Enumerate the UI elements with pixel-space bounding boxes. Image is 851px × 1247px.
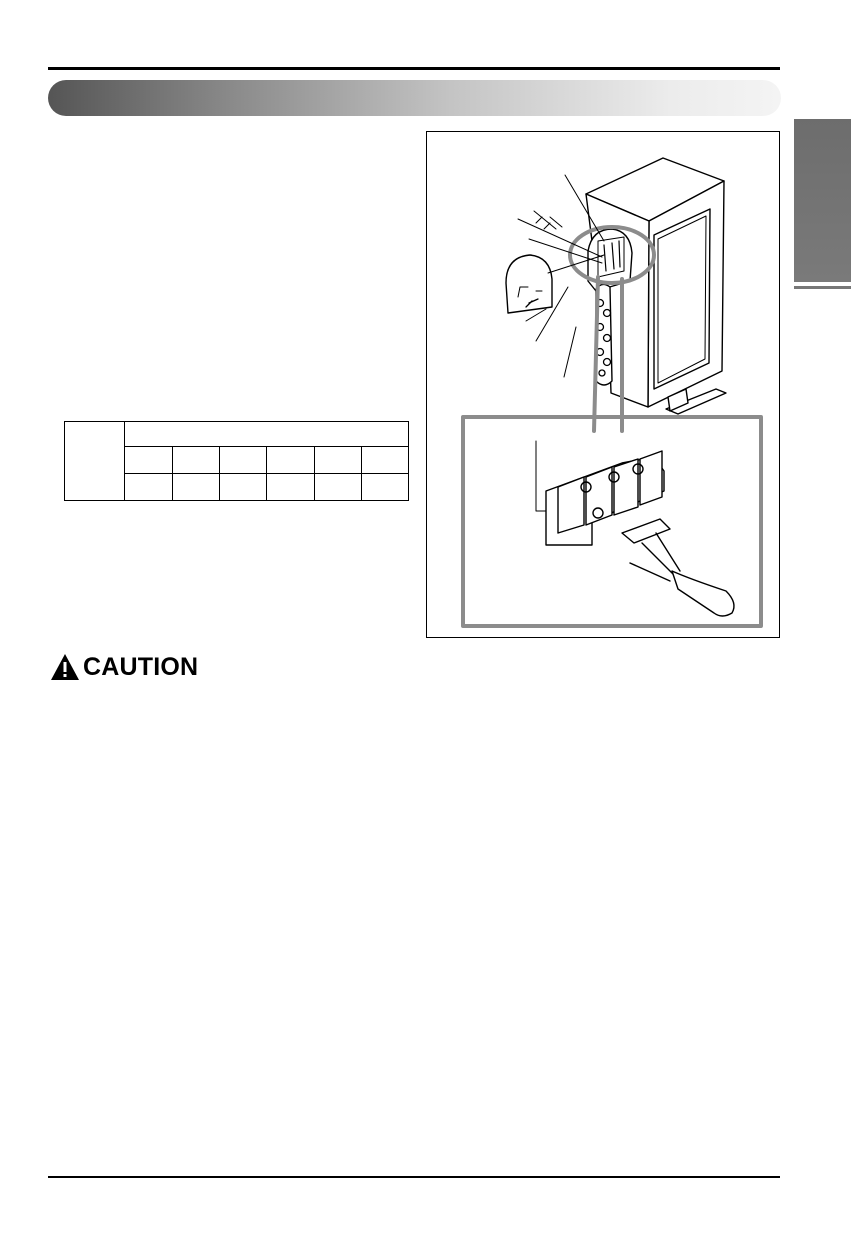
- spec-table: [64, 421, 409, 501]
- bottom-rule: [48, 1176, 780, 1178]
- table-cell: [315, 447, 362, 474]
- table-cell: [362, 447, 409, 474]
- table-cell: [173, 474, 220, 501]
- strip-length-dimension: [534, 211, 562, 229]
- terminal-block-zoom: [536, 441, 670, 545]
- side-tab-underline: [794, 286, 851, 289]
- caution-label: CAUTION: [83, 652, 199, 681]
- table-cell-heading: [125, 422, 409, 447]
- power-cable: [630, 533, 734, 616]
- table-row: [65, 422, 409, 447]
- table-cell: [267, 447, 315, 474]
- table-cell: [220, 474, 267, 501]
- table-cell-model: [65, 422, 125, 501]
- table-cell: [362, 474, 409, 501]
- top-rule: [48, 67, 780, 70]
- table-cell: [267, 474, 315, 501]
- chapter-side-tab: [794, 119, 851, 282]
- section-header-banner: [48, 80, 781, 116]
- table-cell: [125, 474, 173, 501]
- caution-heading: [50, 652, 198, 682]
- unit-wiring-illustration: [426, 131, 780, 638]
- table-cell: [315, 474, 362, 501]
- table-cell: [173, 447, 220, 474]
- warning-triangle-icon: [50, 653, 80, 681]
- table-cell: [220, 447, 267, 474]
- table-cell: [125, 447, 173, 474]
